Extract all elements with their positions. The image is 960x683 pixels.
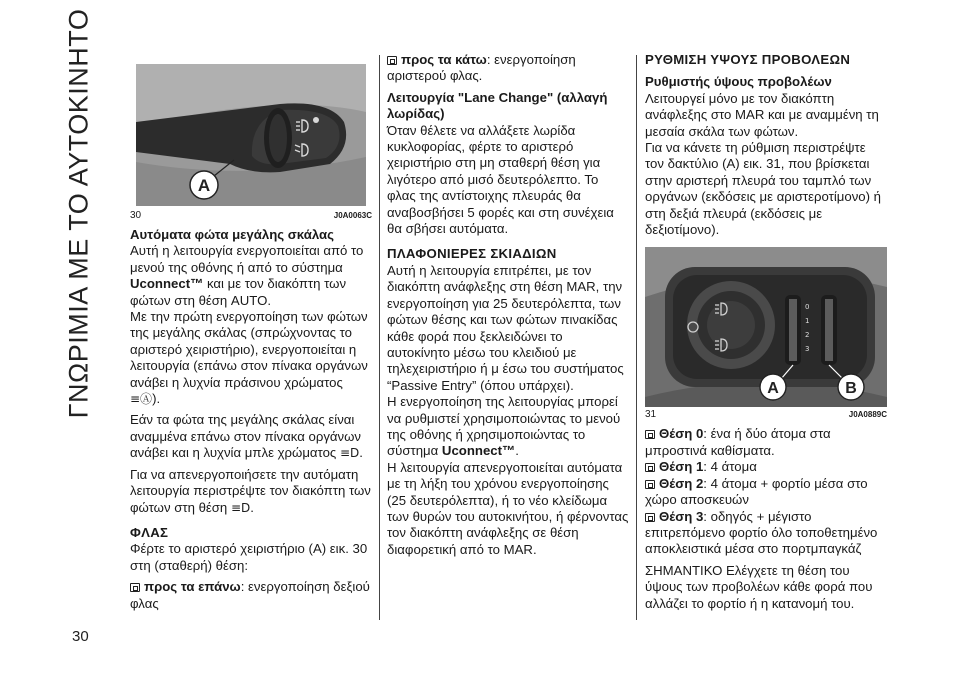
figure-label-b: B [845,380,857,398]
headlight-switch-illustration [645,247,887,407]
paragraph: Αυτή η λειτουργία ενεργοποιείται από το μενού της οθόνης ή από το σύστημα Uconnect™ και με τον διακόπτη των φώτων στη θέση AUTO. [130,243,364,308]
section-heading-headlight-leveling: ΡΥΘΜΙΣΗ ΥΨΟΥΣ ΠΡΟΒΟΛΕΩΝ [645,52,851,67]
figure-code: J0A0063C [333,211,372,220]
section-heading-lane-change: Λειτουργία "Lane Change" (αλλαγή λωρίδας) [387,89,608,122]
paragraph: Φέρτε το αριστερό χειριστήριο (A) εικ. 30 στη (σταθερή) θέση: [130,541,368,573]
list-item: προς τα επάνω: ενεργοποίηση δεξιού φλας [130,579,370,611]
figure-31 [645,247,887,421]
bullet-icon [645,430,655,439]
section-heading-turn-signals: ΦΛΑΣ [130,524,169,540]
list-item: Θέση 2: 4 άτομα + φορτίο μέσα στο χώρο αποσκευών [645,475,868,508]
svg-text:2: 2 [805,331,810,340]
important-note: ΣΗΜΑΝΤΙΚΟ Ελέγχετε τη θέση του ύψους των προβολέων κάθε φορά που αλλάζει το φορτίο ή η κατανομή του. [645,562,873,611]
page-number: 30 [72,628,89,645]
column-2 [387,52,629,558]
figure-label-a: A [197,176,211,195]
bullet-icon [645,463,655,472]
list-item: Θέση 1: 4 άτομα [645,459,887,475]
column-3 [645,52,887,612]
figure-number: 30 [130,210,142,221]
figure-label-a: A [767,380,779,398]
section-heading-auto-high-beam: Αυτόματα φώτα μεγάλης σκάλας [130,227,334,242]
list-item: Θέση 0: ένα ή δύο άτομα στα μπροστινά καθίσματα. [645,426,831,458]
svg-text:0: 0 [805,303,810,312]
paragraph: Για να απενεργοποιήσετε την αυτόματη λειτουργία περιστρέψτε τον διακόπτη των φώτων στη θέση ≡D. [130,466,371,515]
chapter-title: ΓΝΩΡΙΜΙΑ ΜΕ ΤΟ ΑΥΤΟΚΙΝΗΤΟ [63,8,94,418]
svg-text:3: 3 [805,345,810,354]
paragraph: Όταν θέλετε να αλλάξετε λωρίδα κυκλοφορίας, φέρτε το αριστερό χειριστήριο στη μη σταθερή θέση για λιγότερο από μισό δευτερόλεπτο. Το φλας της αντίστοιχης πλευράς θα αναβοσβήσει 5 φορές και στη συνέχεια θα σβήσει αυτόματα. [387,122,614,237]
low-beam-icon: ≡D [230,500,251,515]
section-heading-courtesy-lights: ΠΛΑΦΟΝΙΕΡΕΣ ΣΚΙΑΔΙΩΝ [387,246,557,262]
figure-code: J0A0889C [848,410,887,420]
column-divider [636,55,637,620]
paragraph: Λειτουργεί μόνο με τον διακόπτη ανάφλεξης στο MAR και με αναμμένη τη μεσαία σκάλα των φώτων. [645,90,879,139]
paragraph: Με την πρώτη ενεργοποίηση των φώτων της μεγάλης σκάλας (σπρώχνοντας το αριστερό χειριστήριο), ενεργοποιείται η λειτουργία (επάνω στον πίνακα οργάνων ανάβει η λυχνία πράσινου χρώματος ≡Ⓐ). [130,309,368,407]
list-item: προς τα κάτω: ενεργοποίηση αριστερού φλας. [387,52,576,84]
stalk-illustration [130,52,372,208]
auto-high-beam-icon: ≡Ⓐ [130,392,153,407]
column-1 [130,52,372,612]
high-beam-icon: ≡D [339,446,360,461]
paragraph: Για να κάνετε τη ρύθμιση περιστρέψτε τον δακτύλιο (A) εικ. 31, που βρίσκεται στην αριστερή πλευρά του ταμπλό των οργάνων (εκδόσεις με αριστεροτίμονο) ή στη δεξιά πλευρά (εκδόσεις με δεξιοτίμονο). [645,140,882,238]
bullet-icon [387,56,397,65]
bullet-icon [130,583,140,592]
svg-text:1: 1 [805,317,810,326]
paragraph: Εάν τα φώτα της μεγάλης σκάλας είναι αναμμένα επάνω στον πίνακα οργάνων ανάβει και η λυχνία μπλε χρώματος ≡D. [130,412,363,461]
figure-caption [130,210,372,222]
bullet-icon [645,480,655,489]
figure-30 [130,52,372,222]
bullet-icon [645,513,655,522]
paragraph: Αυτή η λειτουργία επιτρέπει, με τον διακόπτη ανάφλεξης στη θέση MAR, την ενεργοποίηση για 25 δευτερόλεπτα, των φώτων θέσης και των φώτων πινακίδας κάθε φορά που ξεκλειδώνει το αυτοκίνητο μέσω του κλειδιού με τηλεχειριστήριο ή μ έσω του συστήματος “Passive Entry” (όπου υπάρχει). [387,262,624,393]
figure-number: 31 [645,409,657,421]
list-item: Θέση 3: οδηγός + μέγιστο επιτρεπόμενο φορτίο όλο τοποθετημένο αποκλειστικά μέσα στο πορτμπαγκάζ [645,508,878,557]
paragraph: Η ενεργοποίηση της λειτουργίας μπορεί να ρυθμιστεί χρησιμοποιώντας το μενού της οθόνης ή χρησιμοποιώντας το σύστημα Uconnect™. [387,394,621,459]
paragraph: Η λειτουργία απενεργοποιείται αυτόματα με τη λήξη του χρόνου ενεργοποίησης (25 δευτερόλεπτα), ή το νέο κλείδωμα των θυρών του αυτοκινήτου, ή φέρνοντας τον διακόπτη ανάφλεξης σε θέση διαφορετική από το MAR. [387,459,629,557]
sub-heading: Ρυθμιστής ύψους προβολέων [645,74,832,90]
column-divider [379,55,380,620]
figure-caption [645,409,887,421]
